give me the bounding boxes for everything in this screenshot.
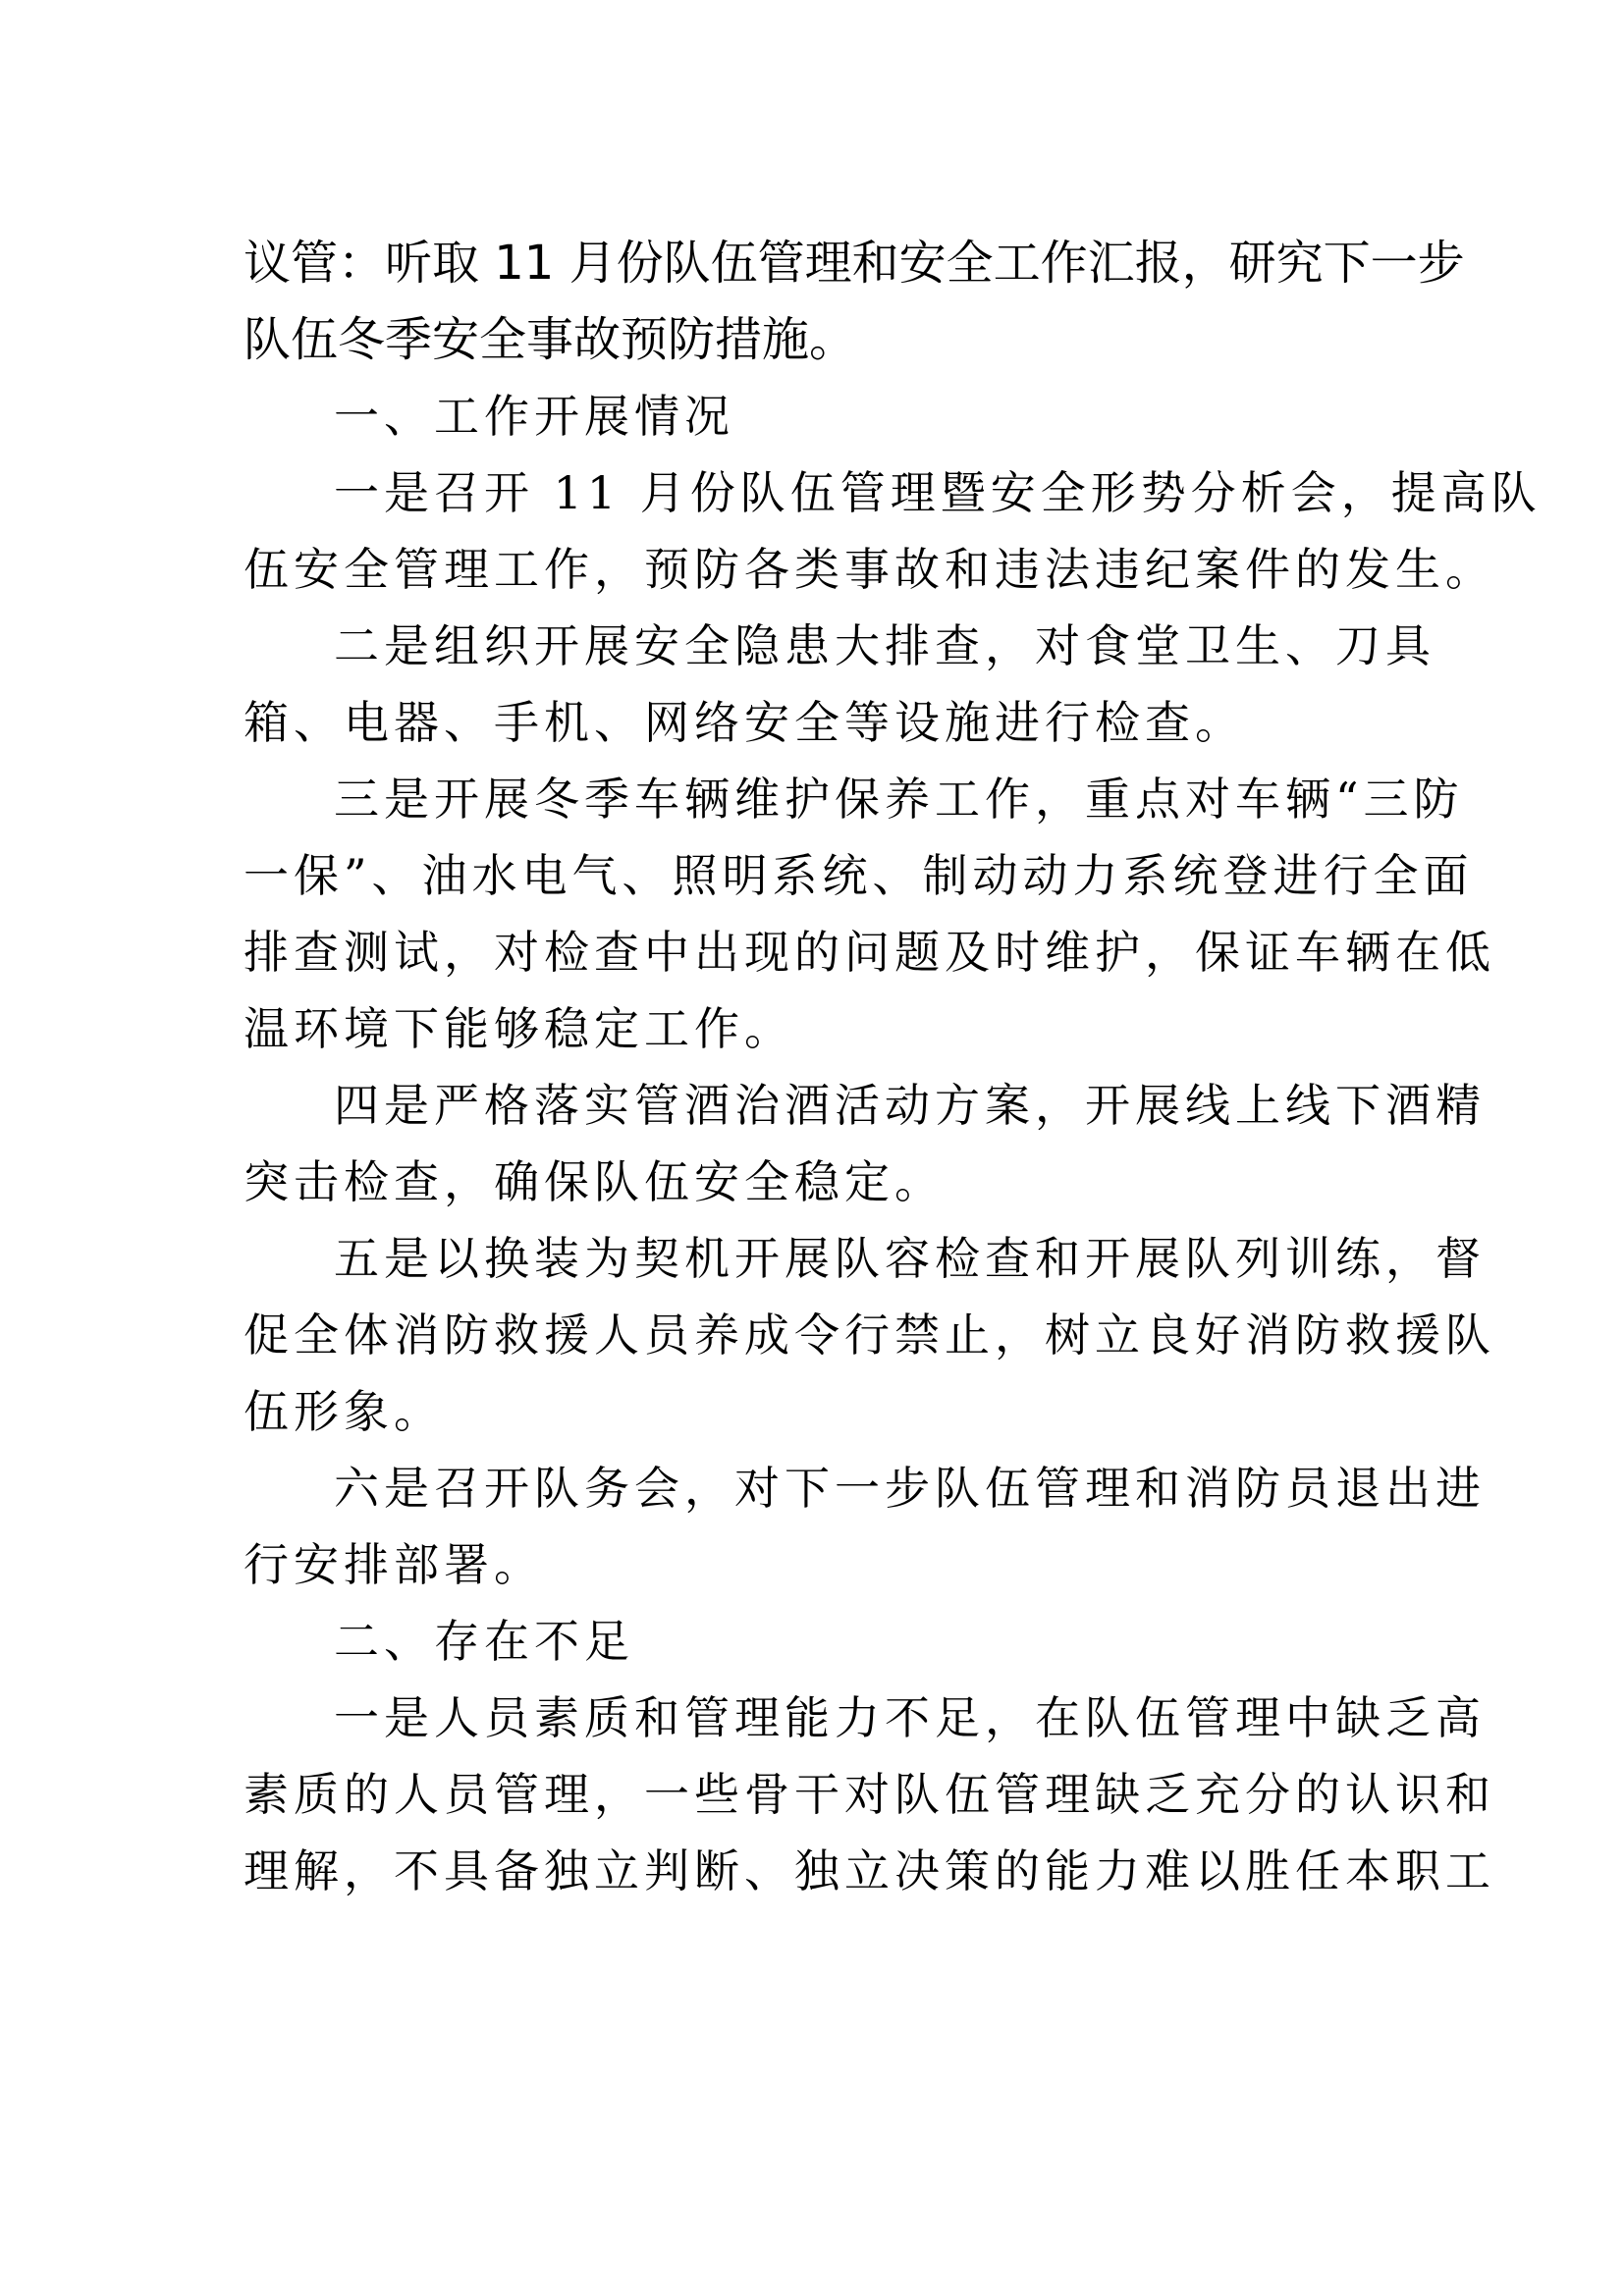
paragraph-line: 伍安全管理工作，预防各类事故和违法违纪案件的发生。 [244, 543, 1495, 596]
paragraph-item-1 [244, 454, 1542, 608]
paragraph-line: 二是组织开展安全隐患大排查，对食堂卫生、刀具 [334, 619, 1435, 672]
shortcoming-item-1 [244, 1680, 1495, 1909]
paragraph-line: 温环境下能够稳定工作。 [244, 1002, 794, 1055]
paragraph-line: 箱、电器、手机、网络安全等设施进行检查。 [244, 696, 1245, 749]
paragraph-item-6 [244, 1450, 1486, 1603]
paragraph-line: 六是召开队务会，对下一步队伍管理和消防员退出进 [334, 1462, 1486, 1515]
paragraph-line: 三是开展冬季车辆维护保养工作，重点对车辆“三防 [334, 773, 1464, 826]
intro-paragraph [244, 225, 1465, 378]
paragraph-line: 五是以换装为契机开展队容检查和开展队列训练，督 [334, 1232, 1486, 1285]
paragraph-item-3 [244, 761, 1495, 1067]
intro-line: 队伍冬季安全事故预防措施。 [244, 312, 857, 367]
paragraph-line: 行安排部署。 [244, 1538, 544, 1591]
paragraph-line: 突击检查，确保队伍安全稳定。 [244, 1155, 945, 1208]
paragraph-line: 一是人员素质和管理能力不足，在队伍管理中缺乏高 [334, 1691, 1486, 1744]
paragraph-line: 一保”、油水电气、照明系统、制动动力系统登进行全面 [244, 849, 1474, 902]
paragraph-item-4 [244, 1067, 1486, 1220]
paragraph-line: 素质的人员管理，一些骨干对队伍管理缺乏充分的认识和 [244, 1768, 1495, 1821]
paragraph-line: 四是严格落实管酒治酒活动方案，开展线上线下酒精 [334, 1079, 1486, 1132]
section-heading-shortcomings: 二、存在不足 [334, 1615, 634, 1668]
intro-line: 议管：听取 11 月份队伍管理和安全工作汇报，研究下一步 [244, 236, 1465, 291]
paragraph-item-2 [244, 608, 1435, 761]
paragraph-line: 一是召开 11 月份队伍管理暨安全形势分析会，提高队 [334, 466, 1542, 519]
paragraph-line: 伍形象。 [244, 1385, 444, 1438]
paragraph-item-5 [244, 1220, 1495, 1450]
paragraph-line: 理解，不具备独立判断、独立决策的能力难以胜任本职工 [244, 1844, 1495, 1897]
document-page [244, 225, 1542, 1909]
section-heading-work-progress: 一、工作开展情况 [334, 390, 734, 443]
paragraph-line: 排查测试，对检查中出现的问题及时维护，保证车辆在低 [244, 926, 1495, 979]
paragraph-line: 促全体消防救援人员养成令行禁止，树立良好消防救援队 [244, 1308, 1495, 1362]
